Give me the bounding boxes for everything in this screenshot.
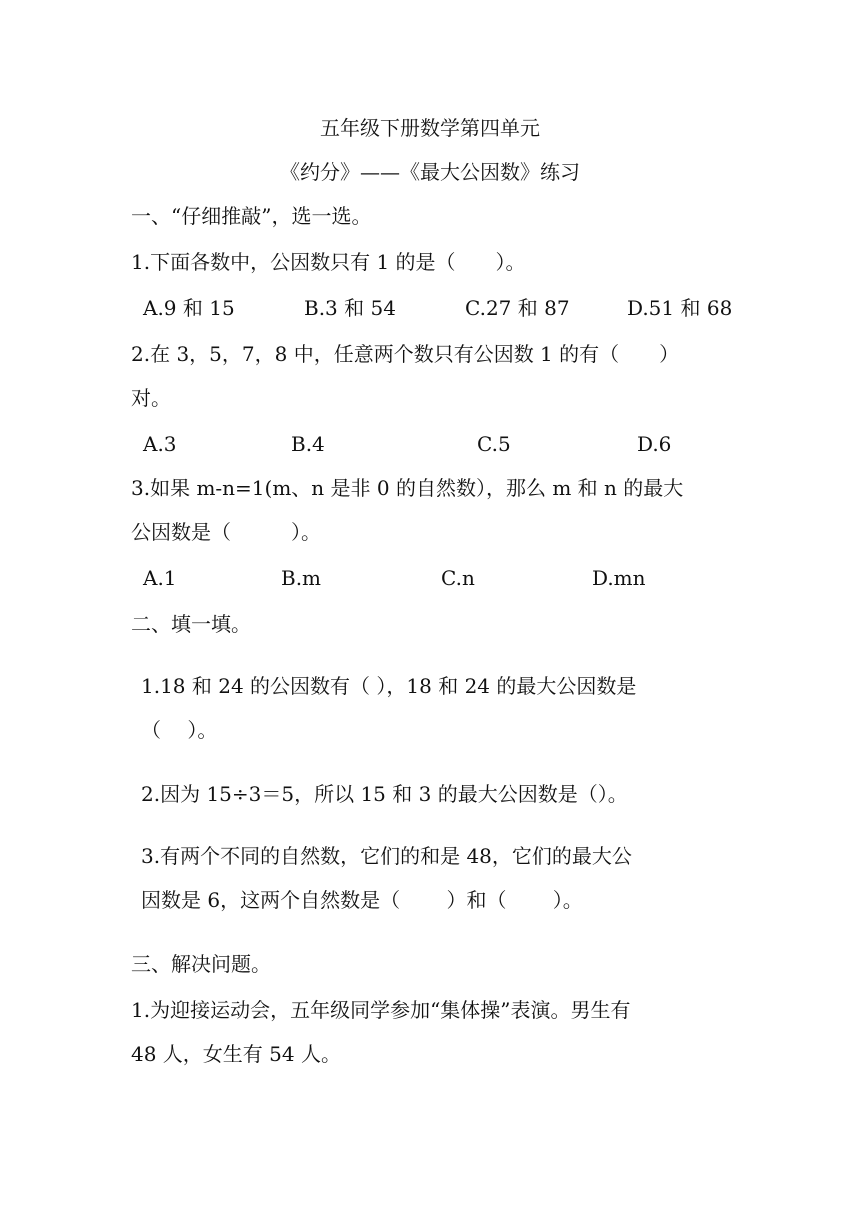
s1-q3-option-a: A.1 — [143, 566, 177, 590]
s1-q1-option-d: D.51 和 68 — [627, 296, 733, 320]
title-line-2: 《约分》——《最大公因数》练习 — [280, 160, 580, 184]
s1-q3-text-line1: 3.如果 m-n=1(m、n 是非 0 的自然数），那么 m 和 n 的最大 — [131, 476, 684, 500]
s1-q1-text: 1.下面各数中，公因数只有 1 的是（ ）。 — [131, 250, 526, 274]
section3-heading: 三、解决问题。 — [131, 952, 271, 976]
s3-q1-line2: 48 人，女生有 54 人。 — [131, 1042, 341, 1066]
s1-q2-option-b: B.4 — [291, 432, 325, 456]
s2-q1-line2: （ ）。 — [141, 718, 218, 742]
s3-q1-line1: 1.为迎接运动会，五年级同学参加“集体操”表演。男生有 — [131, 998, 631, 1022]
s2-q2: 2.因为 15÷3＝5，所以 15 和 3 的最大公因数是（）。 — [141, 782, 628, 806]
section2-heading: 二、填一填。 — [131, 612, 251, 636]
s1-q3-option-d: D.mn — [592, 566, 646, 590]
s1-q2-option-c: C.5 — [477, 432, 511, 456]
s1-q3-text-line2: 公因数是（ ）。 — [131, 520, 321, 544]
s2-q1-line1: 1.18 和 24 的公因数有（ ），18 和 24 的最大公因数是 — [141, 674, 637, 698]
s2-q3-line2: 因数是 6，这两个自然数是（ ）和（ ）。 — [141, 888, 583, 912]
section1-heading: 一、“仔细推敲”，选一选。 — [131, 204, 372, 228]
title-line-1: 五年级下册数学第四单元 — [320, 116, 540, 140]
s1-q2-option-a: A.3 — [143, 432, 177, 456]
s1-q2-option-d: D.6 — [637, 432, 672, 456]
s1-q2-text-line2: 对。 — [131, 386, 171, 410]
s1-q3-option-b: B.m — [281, 566, 322, 590]
s1-q3-option-c: C.n — [441, 566, 475, 590]
s1-q1-option-b: B.3 和 54 — [304, 296, 396, 320]
s2-q3-line1: 3.有两个不同的自然数，它们的和是 48，它们的最大公 — [141, 844, 632, 868]
s1-q1-option-c: C.27 和 87 — [465, 296, 570, 320]
s1-q1-option-a: A.9 和 15 — [143, 296, 235, 320]
s1-q2-text-line1: 2.在 3，5，7，8 中，任意两个数只有公因数 1 的有（ ） — [131, 342, 680, 366]
